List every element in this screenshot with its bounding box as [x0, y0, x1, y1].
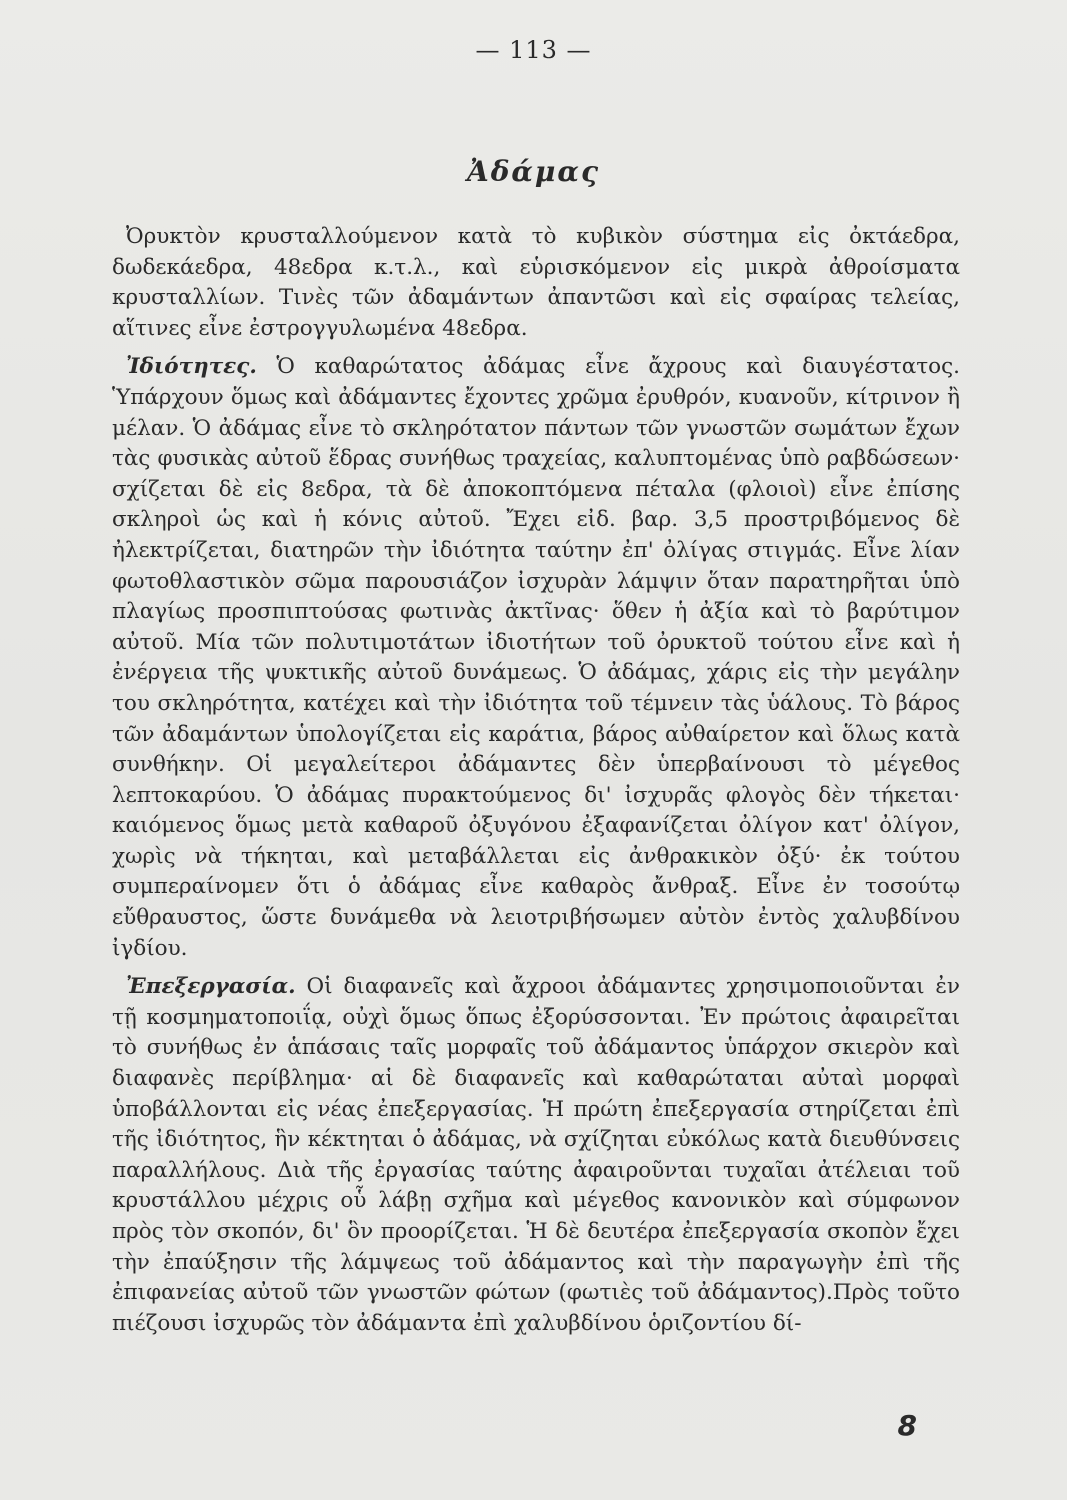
- paragraph-processing: [112, 972, 960, 1339]
- paragraph-intro: [112, 222, 960, 344]
- body-text: [112, 222, 960, 1339]
- subheading-processing: Ἐπεξεργασία.: [126, 974, 296, 1000]
- paragraph-text: Οἱ διαφανεῖς καὶ ἄχροοι ἀδάμαντες χρησιμοποιοῦνται ἐν τῇ κοσμηματοποιΐᾳ, οὐχὶ ὅμως ὅπως ἐξορύσσονται. Ἐν πρώτοις ἀφαιρεῖται τὸ συνήθως ἐν ἁπάσαις ταῖς μορφαῖς τοῦ ἀδάμαντος ὑπάρχον σκιερὸν καὶ διαφανὲς περίβλημα· αἱ δὲ διαφανεῖς καὶ καθαρώταται αὐταὶ μορφαὶ ὑποβάλλονται εἰς νέας ἐπεξεργασίας. Ἡ πρώτη ἐπεξεργασία στηρίζεται ἐπὶ τῆς ἰδιότητος, ἣν κέκτηται ὁ ἀδάμας, νὰ σχίζηται εὐκόλως κατὰ διευθύνσεις παραλλήλους. Διὰ τῆς ἐργασίας ταύτης ἀφαιροῦνται τυχαῖαι ἀτέλειαι τοῦ κρυστάλλου μέχρις οὗ λάβῃ σχῆμα καὶ μέγεθος κανονικὸν καὶ σύμφωνον πρὸς τὸν σκοπόν, δι' ὃν προορίζεται. Ἡ δὲ δευτέρα ἐπεξεργασία σκοπὸν ἔχει τὴν ἐπαύξησιν τῆς λάμψεως τοῦ ἀδάμαντος καὶ τὴν παραγωγὴν ἐπὶ τῆς ἐπιφανείας αὐτοῦ τῶν γνωστῶν φώτων (φωτιὲς τοῦ ἀδάμαντος).Πρὸς τοῦτο πιέζουσι ἰσχυρῶς τὸν ἀδάμαντα ἐπὶ χαλυβδίνου ὁριζοντίου δί-: [112, 974, 960, 1336]
- subheading-properties: Ἰδιότητες.: [126, 354, 257, 380]
- paragraph-text: Ὀρυκτὸν κρυσταλλούμενον κατὰ τὸ κυβικὸν σύστημα εἰς ὀκτάεδρα, δωδεκάεδρα, 48εδρα κ.τ.λ., καὶ εὑρισκόμενον εἰς μικρὰ ἀθροίσματα κρυσταλλίων. Τινὲς τῶν ἀδαμάντων ἀπαντῶσι καὶ εἰς σφαίρας τελείας, αἵτινες εἶνε ἐστρογγυλωμένα 48εδρα.: [112, 224, 960, 341]
- paragraph-properties: [112, 352, 960, 964]
- signature-mark: 8: [897, 1409, 917, 1442]
- paragraph-text: Ὁ καθαρώτατος ἀδάμας εἶνε ἄχρους καὶ διαυγέστατος. Ὑπάρχουν ὅμως καὶ ἀδάμαντες ἔχοντες χρῶμα ἐρυθρόν, κυανοῦν, κίτρινον ἢ μέλαν. Ὁ ἀδάμας εἶνε τὸ σκληρότατον πάντων τῶν γνωστῶν σωμάτων ἔχων τὰς φυσικὰς αὐτοῦ ἕδρας συνήθως τραχείας, καλυπτομένας ὑπὸ ραβδώσεων· σχίζεται δὲ εἰς 8εδρα, τὰ δὲ ἀποκοπτόμενα πέταλα (φλοιοὶ) εἶνε ἐπίσης σκληροὶ ὡς καὶ ἡ κόνις αὐτοῦ. Ἔχει εἰδ. βαρ. 3,5 προστριβόμενος δὲ ἠλεκτρίζεται, διατηρῶν τὴν ἰδιότητα ταύτην ἐπ' ὀλίγας στιγμάς. Εἶνε λίαν φωτοθλαστικὸν σῶμα παρουσιάζον ἰσχυρὰν λάμψιν ὅταν παρατηρῆται ὑπὸ πλαγίως προσπιπτούσας φωτινὰς ἀκτῖνας· ὅθεν ἡ ἀξία καὶ τὸ βαρύτιμον αὐτοῦ. Μία τῶν πολυτιμοτάτων ἰδιοτήτων τοῦ ὀρυκτοῦ τούτου εἶνε καὶ ἡ ἐνέργεια τῆς ψυκτικῆς αὐτοῦ δυνάμεως. Ὁ ἀδάμας, χάρις εἰς τὴν μεγάλην του σκληρότητα, κατέχει καὶ τὴν ἰδιότητα τοῦ τέμνειν τὰς ὑάλους. Τὸ βάρος τῶν ἀδαμάντων ὑπολογίζεται εἰς καράτια, βάρος αὐθαίρετον καὶ ὅλως κατὰ συνθήκην. Οἱ μεγαλείτεροι ἀδάμαντες δὲν ὑπερβαίνουσι τὸ μέγεθος λεπτοκαρύου. Ὁ ἀδάμας πυρακτούμενος δι' ἰσχυρᾶς φλογὸς δὲν τήκεται· καιόμενος ὅμως μετὰ καθαροῦ ὀξυγόνου ἐξαφανίζεται ὀλίγον κατ' ὀλίγον, χωρὶς νὰ τήκηται, καὶ μεταβάλλεται εἰς ἀνθρακικὸν ὀξύ· ἐκ τούτου συμπεραίνομεν ὅτι ὁ ἀδάμας εἶνε καθαρὸς ἄνθραξ. Εἶνε ἐν τοσούτῳ εὔθραυστος, ὥστε δυνάμεθα νὰ λειοτριβήσωμεν αὐτὸν ἐντὸς χαλυβδίνου ἰγδίου.: [112, 354, 960, 961]
- section-title: Ἀδάμας: [466, 155, 601, 188]
- page-number: — 113 —: [475, 36, 592, 64]
